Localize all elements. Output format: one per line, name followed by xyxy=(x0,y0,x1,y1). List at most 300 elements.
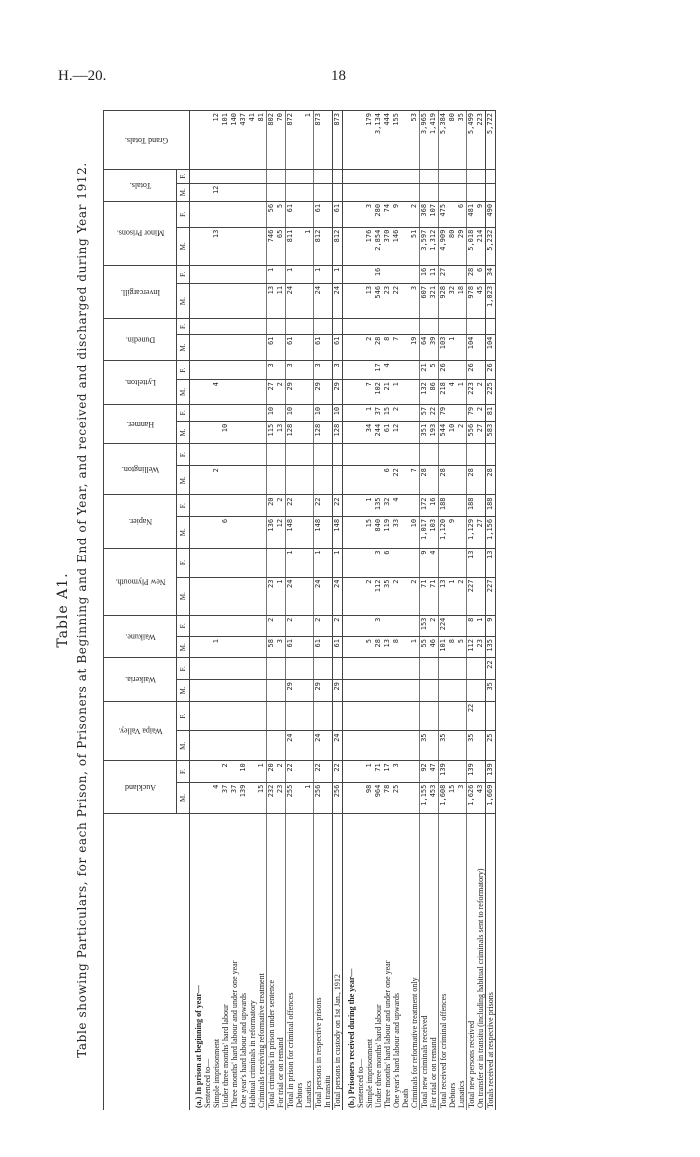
cell-value xyxy=(304,577,314,615)
grand-total-cell: 1,419 xyxy=(429,111,439,170)
prison-name: Auckland xyxy=(124,782,156,792)
cell-value xyxy=(383,265,392,283)
cell-value xyxy=(401,548,410,577)
cell-value xyxy=(203,680,212,702)
cell-value xyxy=(248,466,257,495)
cell-value: 4 xyxy=(212,782,221,814)
row-label: Simple imprisonment xyxy=(212,814,221,1110)
cell-value xyxy=(314,658,324,680)
cell-value: 58 xyxy=(267,637,277,658)
cell-value: 811 xyxy=(286,227,296,265)
cell-value xyxy=(457,404,467,421)
cell-value xyxy=(239,201,248,227)
cell-value xyxy=(457,169,467,183)
cell-value xyxy=(239,495,248,516)
cell-value xyxy=(356,201,365,227)
cell-value xyxy=(343,444,357,466)
cell-value xyxy=(304,421,314,443)
grand-total-cell xyxy=(190,111,204,170)
cell-value xyxy=(203,466,212,495)
cell-value xyxy=(190,782,204,814)
table-row xyxy=(410,111,420,1111)
cell-value: 5 xyxy=(276,201,286,227)
cell-value xyxy=(392,731,401,761)
cell-value: 607 xyxy=(420,283,430,318)
cell-value xyxy=(401,680,410,702)
cell-value xyxy=(448,201,457,227)
table-row xyxy=(295,111,304,1111)
prisoners-table xyxy=(103,110,496,1110)
cell-value xyxy=(267,183,277,201)
cell-value xyxy=(401,380,410,405)
cell-value xyxy=(212,404,221,421)
cell-value xyxy=(448,615,457,636)
cell-value: 244 xyxy=(374,421,383,443)
cell-value xyxy=(439,319,449,334)
cell-value xyxy=(239,548,248,577)
cell-value xyxy=(401,731,410,761)
cell-value: 17 xyxy=(374,361,383,380)
cell-value xyxy=(257,548,267,577)
cell-value: 1 xyxy=(457,380,467,405)
cell-value: 10 xyxy=(314,404,324,421)
cell-value xyxy=(257,516,267,548)
cell-value xyxy=(212,265,221,283)
cell-value: 107 xyxy=(429,201,439,227)
cell-value xyxy=(476,731,486,761)
table-row xyxy=(276,111,286,1111)
cell-value xyxy=(190,380,204,405)
cell-value xyxy=(221,615,230,636)
cell-value xyxy=(383,731,392,761)
cell-value xyxy=(356,169,365,183)
cell-value xyxy=(323,404,333,421)
cell-value xyxy=(476,658,486,680)
cell-value: 746 xyxy=(267,227,277,265)
cell-value xyxy=(410,319,420,334)
cell-value xyxy=(295,680,304,702)
cell-value: 1 xyxy=(314,548,324,577)
cell-value xyxy=(323,782,333,814)
cell-value: 4 xyxy=(212,380,221,405)
cell-value: 13 xyxy=(383,637,392,658)
sex-header: F. xyxy=(177,265,190,283)
cell-value xyxy=(374,183,383,201)
cell-value xyxy=(365,265,374,283)
cell-value xyxy=(190,548,204,577)
cell-value xyxy=(448,548,457,577)
cell-value xyxy=(356,466,365,495)
cell-value: 10 xyxy=(239,761,248,782)
prison-header-row xyxy=(104,111,177,1111)
cell-value xyxy=(257,731,267,761)
cell-value: 256 xyxy=(333,782,343,814)
cell-value xyxy=(304,169,314,183)
cell-value xyxy=(448,658,457,680)
cell-value xyxy=(221,658,230,680)
grand-total-header xyxy=(104,111,190,170)
cell-value xyxy=(276,334,286,361)
cell-value: 840 xyxy=(374,516,383,548)
cell-value: 1,626 xyxy=(467,782,477,814)
cell-value xyxy=(343,516,357,548)
table-row xyxy=(467,111,477,1111)
cell-value: 135 xyxy=(486,637,496,658)
cell-value: 3 xyxy=(286,361,296,380)
cell-value xyxy=(356,283,365,318)
cell-value: 7 xyxy=(392,334,401,361)
cell-value xyxy=(343,658,357,680)
cell-value xyxy=(486,183,496,201)
cell-value xyxy=(221,404,230,421)
cell-value xyxy=(203,548,212,577)
cell-value xyxy=(295,421,304,443)
cell-value: 1,017 xyxy=(420,516,430,548)
cell-value xyxy=(401,319,410,334)
cell-value: 2 xyxy=(410,577,420,615)
cell-value xyxy=(212,421,221,443)
cell-value: 13 xyxy=(467,548,477,577)
cell-value xyxy=(439,701,449,731)
cell-value xyxy=(401,516,410,548)
cell-value xyxy=(383,183,392,201)
cell-value: 5 xyxy=(365,637,374,658)
grand-total-cell xyxy=(323,111,333,170)
grand-total-cell: 873 xyxy=(333,111,343,170)
cell-value xyxy=(401,466,410,495)
cell-value: 2 xyxy=(365,334,374,361)
row-label: One year's hard labour and upwards xyxy=(239,814,248,1110)
cell-value xyxy=(333,444,343,466)
cell-value xyxy=(212,577,221,615)
cell-value xyxy=(429,701,439,731)
cell-value xyxy=(476,701,486,731)
cell-value xyxy=(212,334,221,361)
cell-value: 10 xyxy=(267,404,277,421)
cell-value: 232 xyxy=(267,782,277,814)
cell-value: 61 xyxy=(286,201,296,227)
cell-value xyxy=(374,658,383,680)
cell-value xyxy=(221,495,230,516)
cell-value xyxy=(221,227,230,265)
cell-value xyxy=(343,334,357,361)
cell-value xyxy=(276,319,286,334)
cell-value xyxy=(276,169,286,183)
cell-value xyxy=(333,183,343,201)
cell-value: 24 xyxy=(314,283,324,318)
prison-name: Lyttelton. xyxy=(124,378,156,388)
cell-value xyxy=(230,548,239,577)
cell-value xyxy=(356,658,365,680)
grand-total-cell: 3,965 xyxy=(420,111,430,170)
cell-value xyxy=(239,421,248,443)
cell-value: 1,120 xyxy=(439,516,449,548)
cell-value: 9 xyxy=(486,615,496,636)
cell-value xyxy=(457,731,467,761)
cell-value xyxy=(383,444,392,466)
cell-value xyxy=(343,577,357,615)
cell-value xyxy=(190,183,204,201)
cell-value xyxy=(343,731,357,761)
cell-value xyxy=(323,421,333,443)
cell-value xyxy=(314,169,324,183)
cell-value xyxy=(420,701,430,731)
cell-value xyxy=(248,615,257,636)
grand-total-cell: 179 xyxy=(365,111,374,170)
cell-value xyxy=(323,701,333,731)
cell-value xyxy=(365,444,374,466)
cell-value xyxy=(392,169,401,183)
prison-header xyxy=(104,761,177,814)
cell-value xyxy=(343,404,357,421)
table-row xyxy=(286,111,296,1111)
cell-value xyxy=(190,283,204,318)
cell-value xyxy=(356,637,365,658)
cell-value xyxy=(221,637,230,658)
cell-value: 37 xyxy=(221,782,230,814)
cell-value xyxy=(356,782,365,814)
cell-value xyxy=(392,701,401,731)
cell-value: 29 xyxy=(314,380,324,405)
cell-value: 3 xyxy=(333,361,343,380)
cell-value xyxy=(230,701,239,731)
sex-header: M. xyxy=(177,421,190,443)
cell-value xyxy=(257,421,267,443)
cell-value xyxy=(476,361,486,380)
cell-value: 15 xyxy=(383,404,392,421)
row-label: Three months' hard labour and under one year xyxy=(383,814,392,1110)
row-label: Total persons in respective prisons xyxy=(314,814,324,1110)
cell-value: 256 xyxy=(314,782,324,814)
row-label: Total new criminals received xyxy=(420,814,430,1110)
cell-value xyxy=(429,444,439,466)
cell-value xyxy=(476,761,486,782)
cell-value: 61 xyxy=(314,637,324,658)
cell-value xyxy=(383,701,392,731)
row-label: Sentenced to— xyxy=(356,814,365,1110)
cell-value xyxy=(203,334,212,361)
cell-value: 2 xyxy=(476,380,486,405)
cell-value xyxy=(239,577,248,615)
cell-value: 1 xyxy=(267,265,277,283)
cell-value xyxy=(203,516,212,548)
cell-value xyxy=(448,404,457,421)
cell-value xyxy=(248,495,257,516)
cell-value: 26 xyxy=(439,361,449,380)
cell-value xyxy=(221,444,230,466)
cell-value: 4,909 xyxy=(439,227,449,265)
cell-value xyxy=(356,183,365,201)
cell-value: 25 xyxy=(392,782,401,814)
cell-value: 2 xyxy=(410,201,420,227)
cell-value xyxy=(257,201,267,227)
cell-value xyxy=(374,701,383,731)
prison-header xyxy=(104,615,177,658)
cell-value xyxy=(323,201,333,227)
cell-value xyxy=(203,577,212,615)
cell-value xyxy=(230,761,239,782)
cell-value xyxy=(190,701,204,731)
cell-value xyxy=(248,319,257,334)
sex-header: F. xyxy=(177,201,190,227)
grand-total-cell: 223 xyxy=(476,111,486,170)
table-row xyxy=(383,111,392,1111)
cell-value xyxy=(323,283,333,318)
table-row xyxy=(221,111,230,1111)
cell-value xyxy=(257,169,267,183)
grand-total-cell xyxy=(203,111,212,170)
cell-value xyxy=(410,701,420,731)
cell-value: 1,669 xyxy=(486,782,496,814)
cell-value xyxy=(230,404,239,421)
cell-value xyxy=(267,701,277,731)
grand-total-cell: 802 xyxy=(267,111,277,170)
cell-value xyxy=(221,334,230,361)
cell-value: 24 xyxy=(333,283,343,318)
cell-value xyxy=(295,516,304,548)
sex-header: M. xyxy=(177,577,190,615)
cell-value xyxy=(356,334,365,361)
prison-name: Napier. xyxy=(128,517,152,527)
cell-value xyxy=(190,334,204,361)
sex-header: F. xyxy=(177,495,190,516)
cell-value xyxy=(410,380,420,405)
cell-value xyxy=(276,658,286,680)
cell-value xyxy=(401,183,410,201)
cell-value: 15 xyxy=(257,782,267,814)
cell-value: 1 xyxy=(257,761,267,782)
cell-value xyxy=(486,701,496,731)
cell-value xyxy=(230,516,239,548)
cell-value xyxy=(286,319,296,334)
cell-value xyxy=(203,615,212,636)
grand-total-cell xyxy=(295,111,304,170)
cell-value xyxy=(304,265,314,283)
cell-value xyxy=(410,548,420,577)
cell-value: 22 xyxy=(333,495,343,516)
cell-value xyxy=(486,444,496,466)
row-label: Simple imprisonment xyxy=(365,814,374,1110)
cell-value xyxy=(212,731,221,761)
cell-value xyxy=(429,466,439,495)
cell-value xyxy=(392,615,401,636)
cell-value: 16 xyxy=(429,495,439,516)
cell-value xyxy=(374,319,383,334)
cell-value xyxy=(343,169,357,183)
cell-value: 1 xyxy=(304,782,314,814)
cell-value xyxy=(248,334,257,361)
cell-value xyxy=(230,380,239,405)
cell-value xyxy=(248,421,257,443)
row-label: Lunatics xyxy=(304,814,314,1110)
cell-value xyxy=(401,227,410,265)
cell-value: 104 xyxy=(467,334,477,361)
cell-value xyxy=(239,444,248,466)
cell-value: 64 xyxy=(420,334,430,361)
cell-value xyxy=(239,658,248,680)
cell-value xyxy=(356,404,365,421)
cell-value: 370 xyxy=(383,227,392,265)
cell-value xyxy=(365,701,374,731)
cell-value xyxy=(295,201,304,227)
cell-value xyxy=(221,201,230,227)
cell-value: 321 xyxy=(429,283,439,318)
cell-value xyxy=(267,466,277,495)
cell-value: 6 xyxy=(383,548,392,577)
cell-value xyxy=(343,265,357,283)
cell-value xyxy=(448,444,457,466)
cell-value xyxy=(221,319,230,334)
prison-header xyxy=(104,361,177,405)
cell-value: 8 xyxy=(383,334,392,361)
cell-value xyxy=(239,637,248,658)
cell-value: 13 xyxy=(365,283,374,318)
sex-header: F. xyxy=(177,701,190,731)
cell-value: 2 xyxy=(212,466,221,495)
cell-value xyxy=(230,283,239,318)
cell-value: 24 xyxy=(314,577,324,615)
cell-value xyxy=(323,183,333,201)
cell-value xyxy=(356,731,365,761)
cell-value xyxy=(314,183,324,201)
cell-value: 32 xyxy=(448,283,457,318)
cell-value xyxy=(323,495,333,516)
sex-header: F. xyxy=(177,404,190,421)
cell-value xyxy=(304,495,314,516)
table-subcaption: Table showing Particulars, for each Prison, of Prisoners at Beginning and End of Year, and received and discharged during Year 1912. xyxy=(75,162,89,1058)
cell-value xyxy=(267,658,277,680)
cell-value xyxy=(457,265,467,283)
table-caption: Table A1. xyxy=(55,572,71,648)
cell-value: 29 xyxy=(333,680,343,702)
cell-value xyxy=(221,548,230,577)
cell-value xyxy=(343,782,357,814)
cell-value: 1,129 xyxy=(467,516,477,548)
cell-value xyxy=(230,334,239,361)
cell-value xyxy=(383,615,392,636)
cell-value xyxy=(457,466,467,495)
cell-value: 146 xyxy=(392,227,401,265)
cell-value: 10 xyxy=(448,421,457,443)
cell-value: 15 xyxy=(448,782,457,814)
cell-value xyxy=(203,701,212,731)
cell-value: 9 xyxy=(476,201,486,227)
cell-value: 1 xyxy=(333,265,343,283)
cell-value: 1 xyxy=(476,615,486,636)
sex-header: M. xyxy=(177,731,190,761)
cell-value: 139 xyxy=(486,761,496,782)
cell-value xyxy=(203,361,212,380)
cell-value xyxy=(323,731,333,761)
cell-value xyxy=(333,169,343,183)
cell-value xyxy=(248,169,257,183)
cell-value: 1 xyxy=(333,548,343,577)
sex-header: M. xyxy=(177,183,190,201)
cell-value: 2 xyxy=(429,615,439,636)
cell-value xyxy=(410,361,420,380)
grand-total-cell: 1 xyxy=(304,111,314,170)
cell-value xyxy=(257,444,267,466)
cell-value xyxy=(420,444,430,466)
cell-value xyxy=(410,183,420,201)
cell-value: 24 xyxy=(333,731,343,761)
cell-value xyxy=(448,466,457,495)
prison-header xyxy=(104,169,177,201)
row-label: For trial or on remand xyxy=(429,814,439,1110)
cell-value xyxy=(401,761,410,782)
cell-value xyxy=(392,444,401,466)
cell-value xyxy=(257,658,267,680)
